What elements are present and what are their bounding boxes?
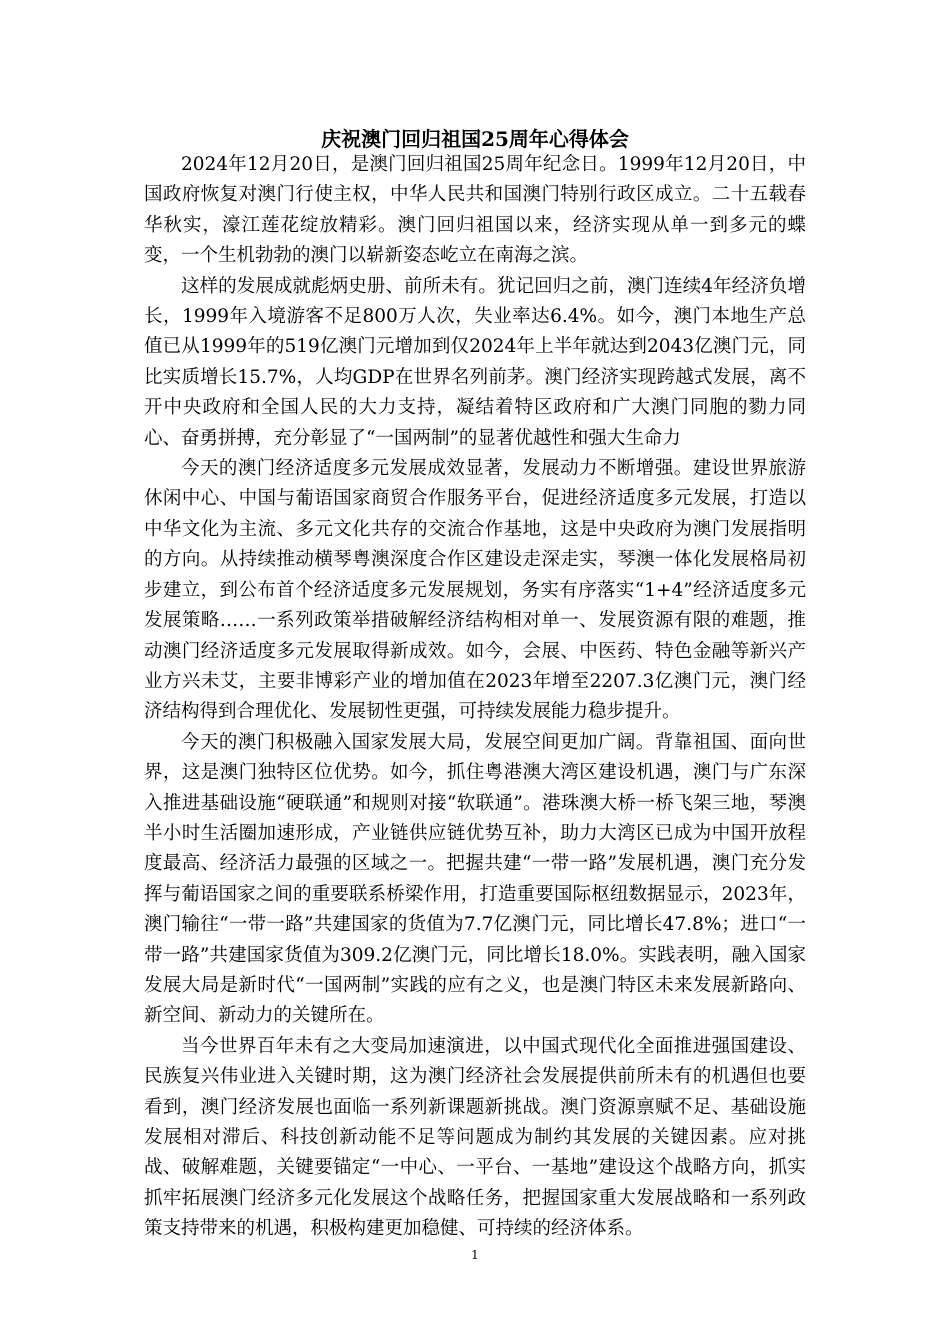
paragraph-5: 当今世界百年未有之大变局加速演进，以中国式现代化全面推进强国建设、民族复兴伟业进入关键时期，这为澳门经济社会发展提供前所未有的机遇但也要看到，澳门经济发展也面临一系列新课题新挑战。澳门资源禀赋不足、基础设施发展相对滞后、科技创新动能不足等问题成为制约其发展的关键因素。应对挑战、破解难题，关键要锚定“一中心、一平台、一基地”建设这个战略方向，抓实抓牢拓展澳门经济多元化发展这个战略任务，把握国家重大发展战略和一系列政策支持带来的机遇，积极构建更加稳健、可持续的经济体系。 — [144, 1035, 806, 1240]
page-number: 1 — [471, 1248, 479, 1262]
document-title: 庆祝澳门回归祖国25周年心得体会 — [321, 127, 629, 151]
paragraph-3: 今天的澳门经济适度多元发展成效显著，发展动力不断增强。建设世界旅游休闲中心、中国与葡语国家商贸合作服务平台，促进经济适度多元发展，打造以中华文化为主流、多元文化共存的交流合作基地，这是中央政府为澳门发展指明的方向。从持续推动横琴粤澳深度合作区建设走深走实，琴澳一体化发展格局初步建立，到公布首个经济适度多元发展规划，务实有序落实“1+4”经济适度多元发展策略……一系列政策举措破解经济结构相对单一、发展资源有限的难题，推动澳门经济适度多元发展取得新成效。如今，会展、中医药、特色金融等新兴产业方兴未艾，主要非博彩产业的增加值在2023年增至2207.3亿澳门元，澳门经济结构得到合理优化、发展韧性更强，可持续发展能力稳步提升。 — [144, 458, 806, 723]
document-body — [144, 150, 806, 1245]
paragraph-2: 这样的发展成就彪炳史册、前所未有。犹记回归之前，澳门连续4年经济负增长，1999年入境游客不足800万人次，失业率达6.4%。如今，澳门本地生产总值已从1999年的519亿澳门元增加到仅2024年上半年就达到2043亿澳门元，同比实质增长15.7%，人均GDP在世界名列前茅。澳门经济实现跨越式发展，离不开中央政府和全国人民的大力支持，凝结着特区政府和广大澳门同胞的勠力同心、奋勇拼搏，充分彰显了“一国两制”的显著优越性和强大生命力 — [144, 275, 806, 449]
paragraph-1: 2024年12月20日，是澳门回归祖国25周年纪念日。1999年12月20日，中国政府恢复对澳门行使主权，中华人民共和国澳门特别行政区成立。二十五载春华秋实，濠江莲花绽放精彩。澳门回归祖国以来，经济实现从单一到多元的蝶变，一个生机勃勃的澳门以崭新姿态屹立在南海之滨。 — [144, 154, 806, 267]
paragraph-4: 今天的澳门积极融入国家发展大局，发展空间更加广阔。背靠祖国、面向世界，这是澳门独特区位优势。如今，抓住粤港澳大湾区建设机遇，澳门与广东深入推进基础设施“硬联通”和规则对接“软联通”。港珠澳大桥一桥飞架三地，琴澳半小时生活圈加速形成，产业链供应链优势互补，助力大湾区已成为中国开放程度最高、经济活力最强的区域之一。把握共建“一带一路”发展机遇，澳门充分发挥与葡语国家之间的重要联系桥梁作用，打造重要国际枢纽数据显示，2023年，澳门输往“一带一路”共建国家的货值为7.7亿澳门元，同比增长47.8%；进口“一带一路”共建国家货值为309.2亿澳门元，同比增长18.0%。实践表明，融入国家发展大局是新时代“一国两制”实践的应有之义，也是澳门特区未来发展新路向、新空间、新动力的关键所在。 — [144, 731, 806, 1027]
